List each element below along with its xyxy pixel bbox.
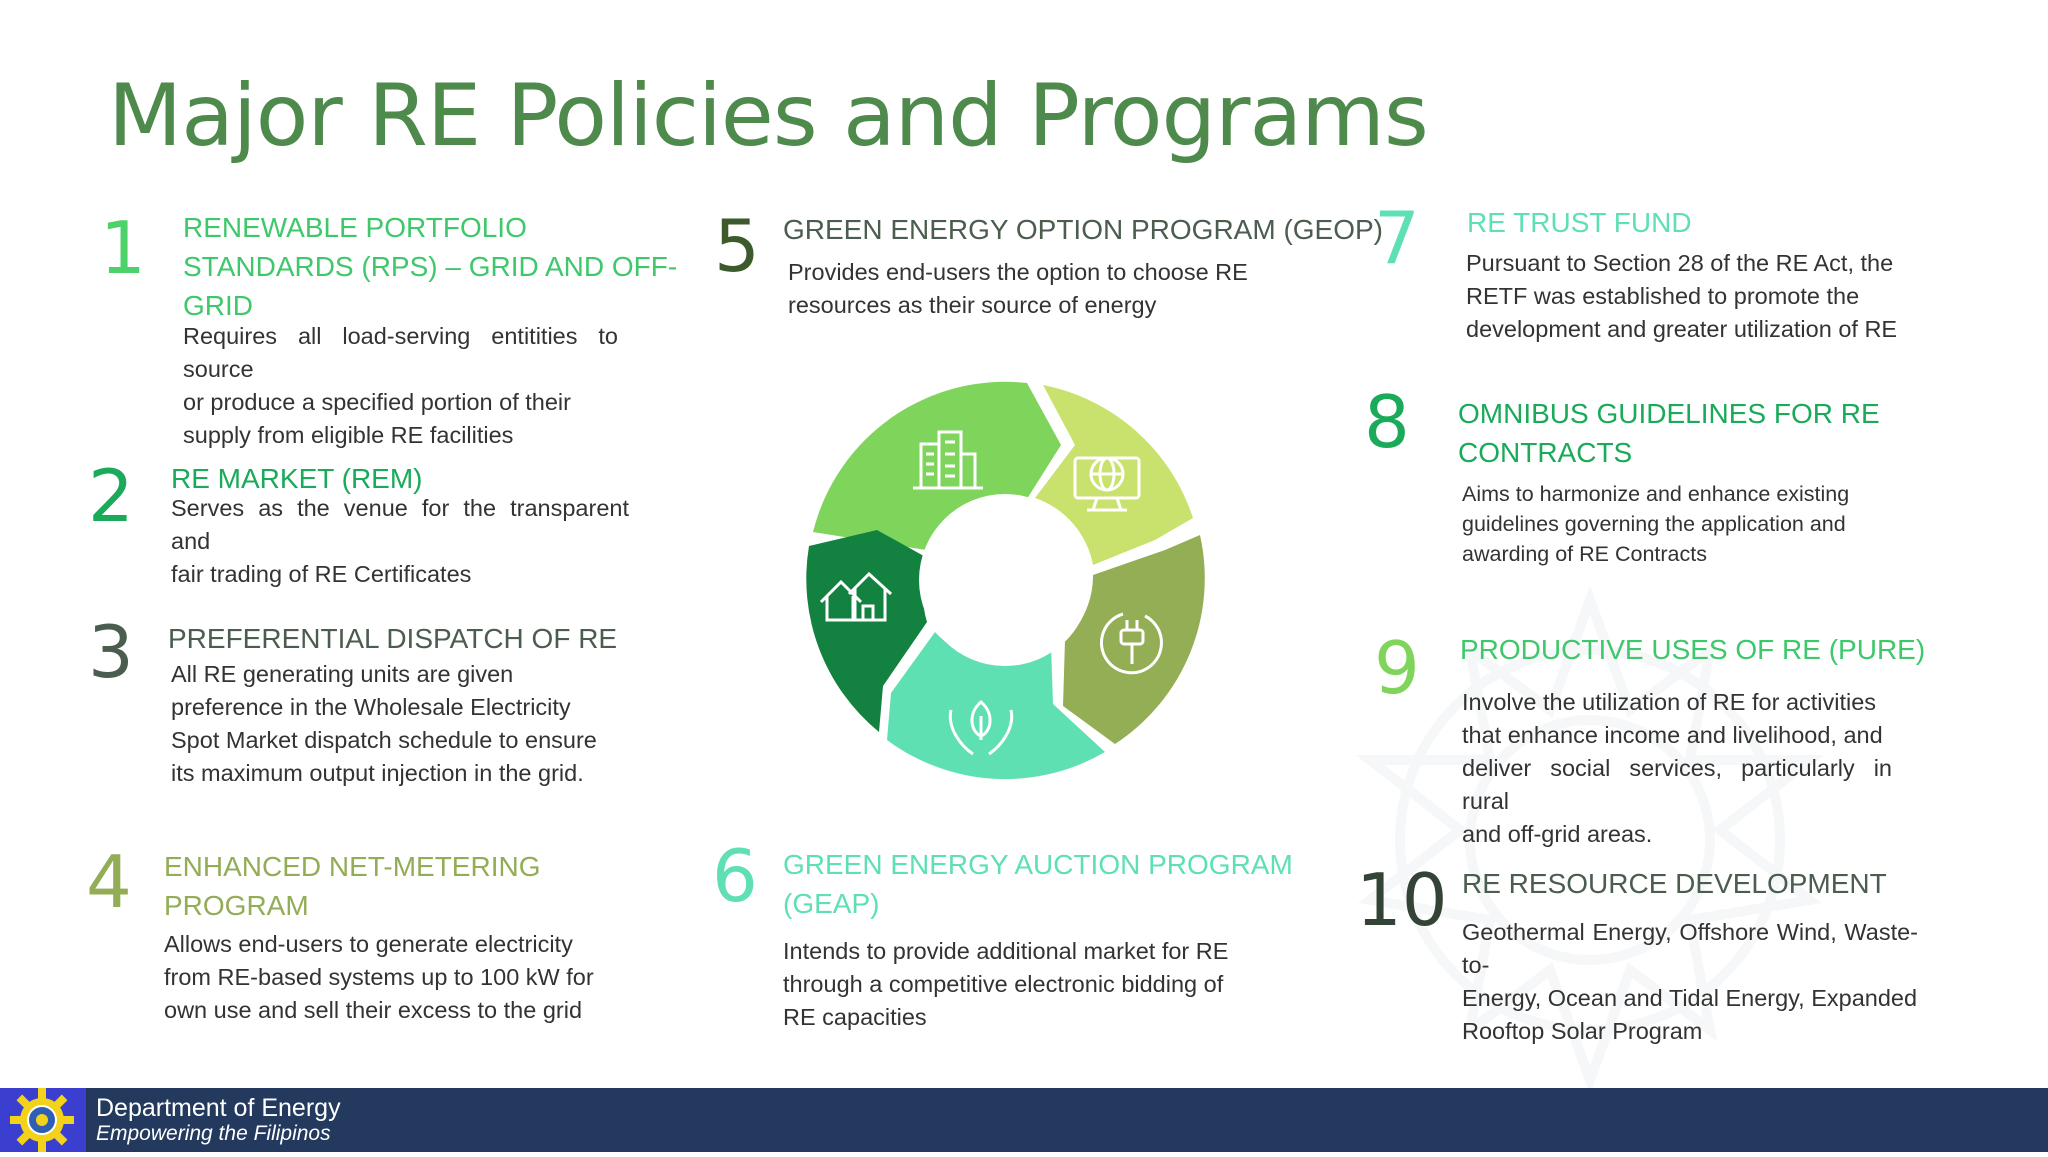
policy-9-description bbox=[1462, 686, 1892, 851]
policy-1-heading-line: STANDARDS (RPS) – GRID AND OFF- bbox=[183, 251, 678, 282]
policy-6-description bbox=[783, 935, 1240, 1034]
policy-7-body-line: RETF was established to promote the bbox=[1466, 283, 1860, 309]
policy-10-body-line: Geothermal Energy, Offshore Wind, Waste-to- bbox=[1462, 919, 1918, 978]
policy-8-body-line: awarding of RE Contracts bbox=[1462, 542, 1707, 566]
policy-7-number: 7 bbox=[1374, 196, 1420, 280]
policy-5-heading-line: GREEN ENERGY OPTION PROGRAM (GEOP) bbox=[783, 214, 1384, 245]
policy-9-heading bbox=[1460, 630, 1940, 669]
policy-5-body-line: resources as their source of energy bbox=[788, 292, 1157, 318]
policy-6-heading bbox=[783, 845, 1303, 923]
policy-6-body-line: Intends to provide additional market for RE bbox=[783, 938, 1229, 964]
policy-3-description bbox=[171, 658, 599, 790]
policy-8-heading bbox=[1458, 394, 1938, 472]
policy-10-body-line: Energy, Ocean and Tidal Energy, Expanded bbox=[1462, 985, 1918, 1011]
policy-9-body-line: Involve the utilization of RE for activities bbox=[1462, 689, 1877, 715]
policy-7-body-line: Pursuant to Section 28 of the RE Act, the bbox=[1466, 250, 1894, 276]
policy-4-heading-line: PROGRAM bbox=[164, 890, 309, 921]
doe-logo bbox=[0, 1088, 86, 1152]
policy-10-description bbox=[1462, 916, 1918, 1048]
policy-6-body-line: RE capacities bbox=[783, 1004, 927, 1030]
policy-6-number: 6 bbox=[712, 834, 758, 918]
slide-title: Major RE Policies and Programs bbox=[108, 66, 1428, 166]
policy-10-number: 10 bbox=[1356, 858, 1448, 942]
policy-1-number: 1 bbox=[100, 206, 146, 290]
footer-bar bbox=[0, 1088, 2048, 1152]
policy-6-body-line: through a competitive electronic bidding of bbox=[783, 971, 1224, 997]
policy-5-heading bbox=[783, 210, 1384, 249]
policy-9-body-line: that enhance income and livelihood, and bbox=[1462, 722, 1883, 748]
policy-10-heading bbox=[1462, 864, 1942, 903]
policy-7-body-line: development and greater utilization of RE bbox=[1466, 316, 1898, 342]
policy-8-body-line: Aims to harmonize and enhance existing bbox=[1462, 482, 1850, 506]
footer-tagline: Empowering the Filipinos bbox=[96, 1122, 331, 1145]
policy-4-heading bbox=[164, 847, 644, 925]
policy-3-body-line: All RE generating units are given bbox=[171, 661, 514, 687]
policy-1-heading bbox=[183, 208, 683, 325]
policy-8-heading-line: OMNIBUS GUIDELINES FOR RE bbox=[1458, 398, 1880, 429]
policy-4-body-line: from RE-based systems up to 100 kW for bbox=[164, 964, 594, 990]
policy-8-description bbox=[1462, 479, 1919, 569]
policy-3-heading bbox=[168, 619, 648, 658]
policy-9-heading-line: PRODUCTIVE USES OF RE (PURE) bbox=[1460, 634, 1926, 665]
policy-9-body-line: deliver social services, particularly in rural bbox=[1462, 755, 1892, 814]
policy-8-heading-line: CONTRACTS bbox=[1458, 437, 1633, 468]
policy-3-body-line: its maximum output injection in the grid. bbox=[171, 760, 584, 786]
policy-1-body-line: supply from eligible RE facilities bbox=[183, 422, 514, 448]
policy-2-body-line: fair trading of RE Certificates bbox=[171, 561, 472, 587]
policy-3-number: 3 bbox=[88, 610, 134, 694]
policy-3-body-line: Spot Market dispatch schedule to ensure bbox=[171, 727, 597, 753]
policy-9-number: 9 bbox=[1374, 626, 1420, 710]
policy-5-number: 5 bbox=[714, 204, 760, 288]
re-cycle-segments bbox=[795, 370, 1215, 790]
policy-1-heading-line: RENEWABLE PORTFOLIO bbox=[183, 212, 527, 243]
policy-4-body-line: own use and sell their excess to the grid bbox=[164, 997, 583, 1023]
policy-4-body-line: Allows end-users to generate electricity bbox=[164, 931, 573, 957]
policy-4-description bbox=[164, 928, 598, 1027]
policy-10-body-line: Rooftop Solar Program bbox=[1462, 1018, 1703, 1044]
policy-7-heading bbox=[1467, 203, 1947, 242]
doe-seal-icon bbox=[0, 1088, 86, 1152]
policy-2-body-line: Serves as the venue for the transparent and bbox=[171, 495, 629, 554]
policy-5-description bbox=[788, 256, 1248, 322]
policy-7-heading-line: RE TRUST FUND bbox=[1467, 207, 1692, 238]
policy-3-heading-line: PREFERENTIAL DISPATCH OF RE bbox=[168, 623, 618, 654]
policy-1-description bbox=[183, 320, 618, 452]
policy-1-body-line: or produce a specified portion of their bbox=[183, 389, 571, 415]
policy-6-heading-line: GREEN ENERGY AUCTION PROGRAM bbox=[783, 849, 1293, 880]
policy-6-heading-line: (GEAP) bbox=[783, 888, 880, 919]
policy-4-heading-line: ENHANCED NET-METERING bbox=[164, 851, 541, 882]
policy-9-body-line: and off-grid areas. bbox=[1462, 821, 1653, 847]
policy-1-body-line: Requires all load-serving entitities to source bbox=[183, 323, 618, 382]
policy-2-number: 2 bbox=[88, 454, 134, 538]
policy-3-body-line: preference in the Wholesale Electricity bbox=[171, 694, 571, 720]
policy-5-body-line: Provides end-users the option to choose RE bbox=[788, 259, 1248, 285]
policy-1-heading-line: GRID bbox=[183, 290, 253, 321]
policy-10-heading-line: RE RESOURCE DEVELOPMENT bbox=[1462, 868, 1887, 899]
footer-organization: Department of Energy bbox=[96, 1094, 341, 1122]
policy-7-description bbox=[1466, 247, 1932, 346]
policy-8-body-line: guidelines governing the application and bbox=[1462, 512, 1846, 536]
policy-4-number: 4 bbox=[86, 840, 132, 924]
policy-2-heading-line: RE MARKET (REM) bbox=[171, 463, 423, 494]
policy-2-description bbox=[171, 492, 629, 591]
policy-8-number: 8 bbox=[1364, 380, 1410, 464]
